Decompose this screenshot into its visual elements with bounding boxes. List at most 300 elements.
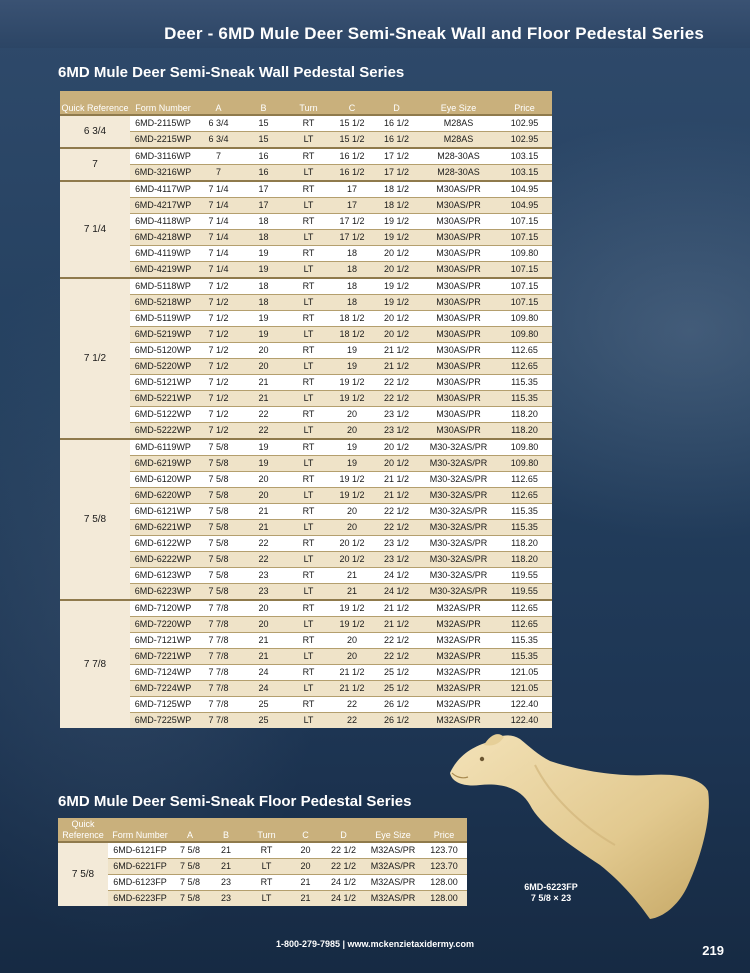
table-cell: LT xyxy=(286,681,331,697)
table-cell: 19 xyxy=(331,343,373,359)
table-cell: 19 1/2 xyxy=(373,278,420,295)
table-cell: 23 xyxy=(208,891,244,907)
table-cell: M30AS/PR xyxy=(420,407,497,423)
table-cell: 115.35 xyxy=(497,391,552,407)
table-cell: 7 5/8 xyxy=(196,520,241,536)
col-a: A xyxy=(196,91,241,115)
table-cell: 112.65 xyxy=(497,488,552,504)
table-cell: RT xyxy=(286,311,331,327)
table-cell: RT xyxy=(286,115,331,132)
table-cell: 104.95 xyxy=(497,181,552,198)
table-cell: M30AS/PR xyxy=(420,295,497,311)
table-cell: 118.20 xyxy=(497,423,552,440)
table-cell: 20 1/2 xyxy=(373,262,420,279)
table-cell: 21 xyxy=(289,875,322,891)
table-cell: 26 1/2 xyxy=(373,713,420,729)
table-cell: 7 1/4 xyxy=(196,262,241,279)
table-cell: 103.15 xyxy=(497,148,552,165)
table-cell: 20 xyxy=(241,600,286,617)
quick-reference-cell: 7 5/8 xyxy=(58,842,108,906)
table-cell: M30-32AS/PR xyxy=(420,488,497,504)
table-cell: 7 5/8 xyxy=(196,536,241,552)
table-cell: LT xyxy=(286,230,331,246)
table-row xyxy=(60,456,552,472)
col-c: C xyxy=(331,91,373,115)
table-cell: 20 xyxy=(289,842,322,859)
table-cell: 20 xyxy=(331,649,373,665)
table-cell: M32AS/PR xyxy=(365,875,421,891)
table-cell: 16 1/2 xyxy=(331,165,373,182)
table-cell: 21 xyxy=(241,633,286,649)
table-cell: 6MD-4119WP xyxy=(130,246,196,262)
quick-reference-cell: 6 3/4 xyxy=(60,115,130,148)
table-cell: 17 1/2 xyxy=(373,165,420,182)
table-cell: 102.95 xyxy=(497,132,552,149)
table-cell: M28AS xyxy=(420,115,497,132)
table-cell: LT xyxy=(286,295,331,311)
table-cell: 20 xyxy=(331,633,373,649)
table-cell: 6MD-6123FP xyxy=(108,875,172,891)
table-cell: LT xyxy=(286,198,331,214)
table-cell: M30AS/PR xyxy=(420,327,497,343)
table-cell: 18 1/2 xyxy=(373,198,420,214)
table-row xyxy=(60,633,552,649)
table-row xyxy=(60,488,552,504)
table-cell: 104.95 xyxy=(497,198,552,214)
table-cell: M30AS/PR xyxy=(420,198,497,214)
table-cell: 6MD-6221WP xyxy=(130,520,196,536)
table-cell: 19 1/2 xyxy=(331,472,373,488)
quick-reference-cell: 7 xyxy=(60,148,130,181)
table-cell: 7 xyxy=(196,148,241,165)
table-cell: LT xyxy=(286,456,331,472)
col-eye-size: Eye Size xyxy=(420,91,497,115)
table-cell: 18 xyxy=(331,278,373,295)
table-cell: 6MD-6219WP xyxy=(130,456,196,472)
table-cell: RT xyxy=(286,536,331,552)
table-cell: 21 xyxy=(241,504,286,520)
table-cell: 6MD-6121WP xyxy=(130,504,196,520)
table-row xyxy=(60,681,552,697)
table-cell: M30-32AS/PR xyxy=(420,520,497,536)
table-cell: 22 1/2 xyxy=(373,649,420,665)
table-row xyxy=(60,472,552,488)
table-cell: M30AS/PR xyxy=(420,343,497,359)
table-cell: RT xyxy=(286,504,331,520)
table-cell: 19 xyxy=(241,246,286,262)
table-cell: 7 1/2 xyxy=(196,327,241,343)
table-cell: 18 xyxy=(241,278,286,295)
wall-pedestal-table xyxy=(60,91,552,728)
table-cell: M30AS/PR xyxy=(420,311,497,327)
table-cell: 6MD-5119WP xyxy=(130,311,196,327)
table-cell: 19 xyxy=(241,327,286,343)
table-cell: RT xyxy=(286,148,331,165)
table-row xyxy=(60,504,552,520)
table-cell: 122.40 xyxy=(497,697,552,713)
table-cell: 22 1/2 xyxy=(322,842,365,859)
table-cell: LT xyxy=(244,859,289,875)
table-cell: 7 5/8 xyxy=(196,439,241,456)
table-cell: 6MD-6222WP xyxy=(130,552,196,568)
table-cell: RT xyxy=(286,246,331,262)
table-cell: 6MD-6120WP xyxy=(130,472,196,488)
table-row xyxy=(60,536,552,552)
table-row xyxy=(60,262,552,279)
table-cell: 112.65 xyxy=(497,359,552,375)
table-cell: 22 1/2 xyxy=(373,391,420,407)
table-cell: 17 xyxy=(241,198,286,214)
table-cell: 115.35 xyxy=(497,520,552,536)
table-cell: 18 xyxy=(331,246,373,262)
table-row xyxy=(60,375,552,391)
table-cell: LT xyxy=(286,165,331,182)
table-cell: 25 xyxy=(241,697,286,713)
table-cell: M30-32AS/PR xyxy=(420,456,497,472)
table-cell: 22 xyxy=(241,552,286,568)
table-row xyxy=(60,214,552,230)
table-row xyxy=(60,552,552,568)
table-cell: M30AS/PR xyxy=(420,214,497,230)
table-cell: 24 1/2 xyxy=(322,891,365,907)
table-cell: RT xyxy=(286,439,331,456)
table-cell: RT xyxy=(286,665,331,681)
table-cell: 7 1/2 xyxy=(196,343,241,359)
table-cell: 7 1/2 xyxy=(196,278,241,295)
table-cell: LT xyxy=(286,584,331,601)
table-cell: RT xyxy=(286,568,331,584)
table-cell: M32AS/PR xyxy=(420,665,497,681)
table-row xyxy=(60,278,552,295)
table-cell: 118.20 xyxy=(497,536,552,552)
table-cell: RT xyxy=(286,697,331,713)
table-cell: 6MD-5222WP xyxy=(130,423,196,440)
table-cell: 19 1/2 xyxy=(331,375,373,391)
table-row xyxy=(60,407,552,423)
table-row xyxy=(58,842,467,859)
table-cell: 24 1/2 xyxy=(373,568,420,584)
table-cell: RT xyxy=(244,875,289,891)
table-cell: 20 xyxy=(241,343,286,359)
table-cell: 21 1/2 xyxy=(331,665,373,681)
table-cell: 19 xyxy=(331,439,373,456)
table-cell: LT xyxy=(286,552,331,568)
table-cell: 115.35 xyxy=(497,375,552,391)
table-cell: 23 1/2 xyxy=(373,536,420,552)
table-cell: 18 xyxy=(241,230,286,246)
table-cell: M30-32AS/PR xyxy=(420,552,497,568)
table-cell: 17 xyxy=(241,181,286,198)
table-cell: 18 xyxy=(331,262,373,279)
table-cell: 25 xyxy=(241,713,286,729)
table-cell: 6MD-4219WP xyxy=(130,262,196,279)
col-eye-size: Eye Size xyxy=(365,818,421,842)
table-cell: 7 7/8 xyxy=(196,697,241,713)
table-cell: 23 xyxy=(241,568,286,584)
table-cell: M30AS/PR xyxy=(420,423,497,440)
table-cell: M32AS/PR xyxy=(365,859,421,875)
table-cell: 24 1/2 xyxy=(322,875,365,891)
table-cell: RT xyxy=(286,214,331,230)
table-cell: 6MD-7225WP xyxy=(130,713,196,729)
table-row xyxy=(60,568,552,584)
table-cell: 21 xyxy=(208,842,244,859)
table-cell: 109.80 xyxy=(497,456,552,472)
table-cell: LT xyxy=(286,327,331,343)
table-cell: 21 xyxy=(331,584,373,601)
table-cell: 17 1/2 xyxy=(373,148,420,165)
table-cell: 15 xyxy=(241,115,286,132)
table-cell: RT xyxy=(286,633,331,649)
table-cell: 24 1/2 xyxy=(373,584,420,601)
table-row xyxy=(60,343,552,359)
col-form-number: Form Number xyxy=(108,818,172,842)
table-cell: M32AS/PR xyxy=(420,649,497,665)
table-cell: 15 xyxy=(241,132,286,149)
table-cell: 128.00 xyxy=(421,891,467,907)
table-cell: LT xyxy=(286,488,331,504)
table-cell: 20 xyxy=(289,859,322,875)
table-cell: M32AS/PR xyxy=(420,617,497,633)
table-cell: RT xyxy=(286,375,331,391)
table-row xyxy=(60,198,552,214)
table-cell: 6MD-7120WP xyxy=(130,600,196,617)
table-cell: 7 5/8 xyxy=(196,472,241,488)
table-row xyxy=(60,165,552,182)
table-cell: 109.80 xyxy=(497,439,552,456)
table-row xyxy=(60,295,552,311)
table-cell: RT xyxy=(286,407,331,423)
table-cell: 7 5/8 xyxy=(172,859,208,875)
table-cell: 7 1/2 xyxy=(196,311,241,327)
table-cell: LT xyxy=(244,891,289,907)
table-cell: 115.35 xyxy=(497,649,552,665)
table-cell: 22 1/2 xyxy=(322,859,365,875)
table-cell: M30AS/PR xyxy=(420,230,497,246)
table-cell: 6MD-5122WP xyxy=(130,407,196,423)
table-cell: 6MD-5219WP xyxy=(130,327,196,343)
table-cell: 7 5/8 xyxy=(196,488,241,504)
table-cell: 19 xyxy=(241,262,286,279)
table-cell: 20 1/2 xyxy=(373,246,420,262)
table-cell: 19 1/2 xyxy=(331,600,373,617)
table-cell: 119.55 xyxy=(497,584,552,601)
table-cell: 20 xyxy=(241,359,286,375)
table-cell: 20 xyxy=(241,617,286,633)
table-cell: 107.15 xyxy=(497,230,552,246)
table-row xyxy=(60,311,552,327)
table-cell: 21 1/2 xyxy=(331,681,373,697)
table-cell: RT xyxy=(286,181,331,198)
col-price: Price xyxy=(497,91,552,115)
table-cell: M30-32AS/PR xyxy=(420,472,497,488)
table-row xyxy=(58,891,467,907)
table-cell: 103.15 xyxy=(497,165,552,182)
table-cell: 6MD-4218WP xyxy=(130,230,196,246)
table-cell: 6MD-7224WP xyxy=(130,681,196,697)
quick-reference-cell: 7 7/8 xyxy=(60,600,130,728)
table-cell: 25 1/2 xyxy=(373,681,420,697)
table-cell: 20 1/2 xyxy=(373,439,420,456)
table-cell: 123.70 xyxy=(421,842,467,859)
table-cell: 7 1/2 xyxy=(196,375,241,391)
table-cell: M32AS/PR xyxy=(420,600,497,617)
table-cell: 6MD-4117WP xyxy=(130,181,196,198)
table-cell: 19 xyxy=(241,311,286,327)
table-cell: M28AS xyxy=(420,132,497,149)
table-cell: 119.55 xyxy=(497,568,552,584)
table-cell: 23 1/2 xyxy=(373,423,420,440)
table-cell: 7 5/8 xyxy=(172,891,208,907)
table-cell: 7 1/2 xyxy=(196,391,241,407)
table-cell: 112.65 xyxy=(497,472,552,488)
table-cell: 21 1/2 xyxy=(373,359,420,375)
table-cell: 7 1/4 xyxy=(196,246,241,262)
table-cell: 21 1/2 xyxy=(373,472,420,488)
table-cell: 26 1/2 xyxy=(373,697,420,713)
table-cell: 20 xyxy=(331,423,373,440)
table-cell: 21 xyxy=(241,649,286,665)
table-cell: 20 1/2 xyxy=(373,311,420,327)
table-cell: 24 xyxy=(241,665,286,681)
table-cell: 7 1/2 xyxy=(196,407,241,423)
table-cell: 21 1/2 xyxy=(373,617,420,633)
wall-series-title: 6MD Mule Deer Semi-Sneak Wall Pedestal Series xyxy=(58,64,405,81)
col-form-number: Form Number xyxy=(130,91,196,115)
table-cell: 18 1/2 xyxy=(331,311,373,327)
table-cell: 19 xyxy=(241,456,286,472)
table-cell: 6MD-3216WP xyxy=(130,165,196,182)
table-cell: 6MD-6220WP xyxy=(130,488,196,504)
table-cell: 6MD-7220WP xyxy=(130,617,196,633)
table-cell: 22 xyxy=(331,697,373,713)
table-row xyxy=(60,246,552,262)
table-cell: 20 xyxy=(241,472,286,488)
table-row xyxy=(60,359,552,375)
table-cell: 107.15 xyxy=(497,262,552,279)
table-cell: 102.95 xyxy=(497,115,552,132)
col-b: B xyxy=(208,818,244,842)
table-row xyxy=(58,875,467,891)
table-cell: 6MD-5118WP xyxy=(130,278,196,295)
table-row xyxy=(60,697,552,713)
table-cell: M30AS/PR xyxy=(420,181,497,198)
quick-reference-cell: 7 1/2 xyxy=(60,278,130,439)
table-cell: 7 7/8 xyxy=(196,665,241,681)
table-cell: 6MD-4217WP xyxy=(130,198,196,214)
col-turn: Turn xyxy=(244,818,289,842)
table-cell: 18 xyxy=(241,295,286,311)
table-row xyxy=(60,600,552,617)
table-cell: 22 1/2 xyxy=(373,520,420,536)
table-cell: RT xyxy=(286,472,331,488)
table-cell: 7 5/8 xyxy=(172,842,208,859)
col-d: D xyxy=(373,91,420,115)
table-cell: 7 5/8 xyxy=(196,568,241,584)
table-cell: 107.15 xyxy=(497,214,552,230)
table-cell: 7 7/8 xyxy=(196,681,241,697)
table-header-row xyxy=(58,818,467,842)
table-cell: LT xyxy=(286,713,331,729)
table-cell: 7 5/8 xyxy=(196,584,241,601)
table-cell: 7 xyxy=(196,165,241,182)
table-cell: 21 xyxy=(208,859,244,875)
col-a: A xyxy=(172,818,208,842)
table-cell: M30AS/PR xyxy=(420,262,497,279)
table-cell: 16 xyxy=(241,165,286,182)
table-cell: M30-32AS/PR xyxy=(420,568,497,584)
table-cell: 7 5/8 xyxy=(196,552,241,568)
table-cell: 19 xyxy=(241,439,286,456)
table-cell: 7 1/2 xyxy=(196,359,241,375)
table-cell: 109.80 xyxy=(497,246,552,262)
table-cell: M32AS/PR xyxy=(420,713,497,729)
table-cell: 22 1/2 xyxy=(373,633,420,649)
table-cell: 17 1/2 xyxy=(331,230,373,246)
table-cell: 22 xyxy=(241,407,286,423)
col-c: C xyxy=(289,818,322,842)
table-cell: 19 1/2 xyxy=(373,214,420,230)
table-cell: 20 1/2 xyxy=(331,552,373,568)
table-cell: 7 1/4 xyxy=(196,181,241,198)
table-cell: 19 1/2 xyxy=(373,230,420,246)
table-cell: 6MD-6121FP xyxy=(108,842,172,859)
table-cell: 19 1/2 xyxy=(331,488,373,504)
table-cell: 20 1/2 xyxy=(331,536,373,552)
table-cell: 23 xyxy=(208,875,244,891)
table-row xyxy=(60,230,552,246)
table-cell: 121.05 xyxy=(497,681,552,697)
quick-reference-cell: 7 1/4 xyxy=(60,181,130,278)
table-cell: LT xyxy=(286,617,331,633)
table-row xyxy=(60,423,552,440)
table-cell: 24 xyxy=(241,681,286,697)
table-cell: RT xyxy=(286,343,331,359)
table-cell: RT xyxy=(244,842,289,859)
table-cell: 7 7/8 xyxy=(196,617,241,633)
table-cell: 16 xyxy=(241,148,286,165)
table-cell: 6 3/4 xyxy=(196,132,241,149)
table-cell: LT xyxy=(286,423,331,440)
table-row xyxy=(58,859,467,875)
figure-caption xyxy=(506,882,596,904)
col-d: D xyxy=(322,818,365,842)
figure-caption-size: 7 5/8 × 23 xyxy=(530,893,572,903)
table-cell: 21 xyxy=(241,391,286,407)
floor-pedestal-table xyxy=(58,818,467,906)
table-cell: M30AS/PR xyxy=(420,375,497,391)
table-cell: 118.20 xyxy=(497,407,552,423)
table-cell: 18 xyxy=(241,214,286,230)
col-quick-reference: Quick Reference xyxy=(58,818,108,842)
table-cell: 20 xyxy=(331,504,373,520)
table-cell: 20 xyxy=(331,407,373,423)
table-cell: 19 xyxy=(331,456,373,472)
table-row xyxy=(60,181,552,198)
table-cell: 15 1/2 xyxy=(331,115,373,132)
table-cell: LT xyxy=(286,132,331,149)
table-cell: 6MD-2215WP xyxy=(130,132,196,149)
table-cell: M30-32AS/PR xyxy=(420,584,497,601)
table-cell: 6MD-6223FP xyxy=(108,891,172,907)
table-cell: M30-32AS/PR xyxy=(420,439,497,456)
table-cell: 16 1/2 xyxy=(373,115,420,132)
table-row xyxy=(60,132,552,149)
table-cell: 7 7/8 xyxy=(196,713,241,729)
table-cell: 23 xyxy=(241,584,286,601)
table-cell: 115.35 xyxy=(497,633,552,649)
table-cell: 6MD-7124WP xyxy=(130,665,196,681)
